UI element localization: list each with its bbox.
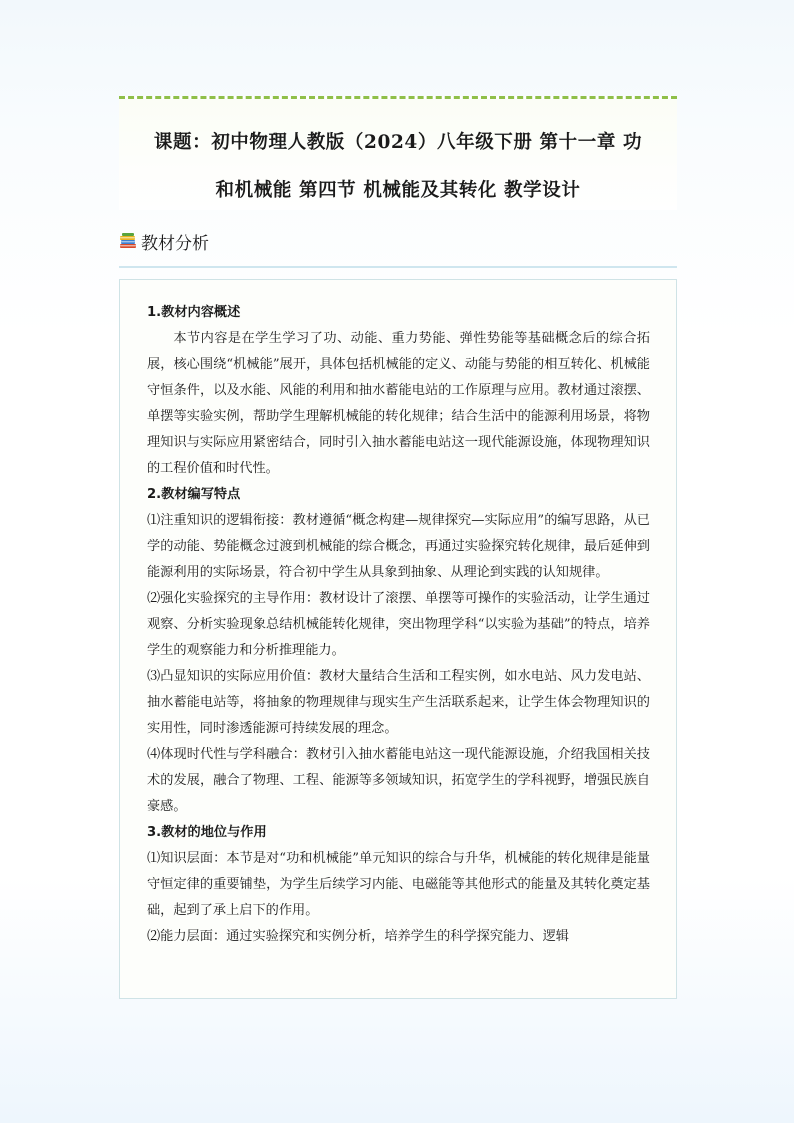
document-page <box>119 96 677 999</box>
content-box <box>119 279 677 999</box>
paragraph-2-4: ⑷体现时代性与学科融合：教材引入抽水蓄能电站这一现代能源设施，介绍我国相关技术的发展，融合了物理、工程、能源等多领域知识，拓宽学生的学科视野，增强民族自豪感。 <box>147 747 650 814</box>
section-header <box>119 216 677 268</box>
paragraph-3-2: ⑵能力层面：通过实验探究和实例分析，培养学生的科学探究能力、逻辑 <box>147 929 569 944</box>
heading-3: 3.教材的地位与作用 <box>147 825 267 840</box>
paragraph-1: 本节内容是在学生学习了功、动能、重力势能、弹性势能等基础概念后的综合拓展，核心围绕“机械能”展开，具体包括机械能的定义、动能与势能的相互转化、机械能守恒条件，以及水能、风能的利用和抽水蓄能电站的工作原理与应用。教材通过滚摆、单摆等实验实例，帮助学生理解机械能的转化规律；结合生活中的能源利用场景，将物理知识与实际应用紧密结合，同时引入抽水蓄能电站这一现代能源设施，体现物理知识的工程价值和时代性。 <box>147 331 650 476</box>
title-line-1: 课题：初中物理人教版（2024）八年级下册 第十一章 功 <box>153 132 643 153</box>
books-icon <box>119 232 137 250</box>
paragraph-3-1: ⑴知识层面：本节是对“功和机械能”单元知识的综合与升华，机械能的转化规律是能量守恒定律的重要铺垫，为学生后续学习内能、电磁能等其他形式的能量及其转化奠定基础，起到了承上启下的作用。 <box>147 851 650 918</box>
paragraph-2-3: ⑶凸显知识的实际应用价值：教材大量结合生活和工程实例，如水电站、风力发电站、抽水蓄能电站等，将抽象的物理规律与现实生产生活联系起来，让学生体会物理知识的实用性，同时渗透能源可持续发展的理念。 <box>147 669 650 736</box>
paragraph-2-2: ⑵强化实验探究的主导作用：教材设计了滚摆、单摆等可操作的实验活动，让学生通过观察、分析实验现象总结机械能转化规律，突出物理学科“以实验为基础”的特点，培养学生的观察能力和分析推理能力。 <box>147 591 650 658</box>
heading-2: 2.教材编写特点 <box>147 487 241 502</box>
title-line-2: 和机械能 第四节 机械能及其转化 教学设计 <box>215 180 581 201</box>
title-box <box>119 96 677 210</box>
paragraph-2-1: ⑴注重知识的逻辑衔接：教材遵循“概念构建—规律探究—实际应用”的编写思路，从已学的动能、势能概念过渡到机械能的综合概念，再通过实验探究转化规律，最后延伸到能源利用的实际场景，符合初中学生从具象到抽象、从理论到实践的认知规律。 <box>147 513 650 580</box>
heading-1: 1.教材内容概述 <box>147 305 241 320</box>
section-title: 教材分析 <box>141 233 209 254</box>
